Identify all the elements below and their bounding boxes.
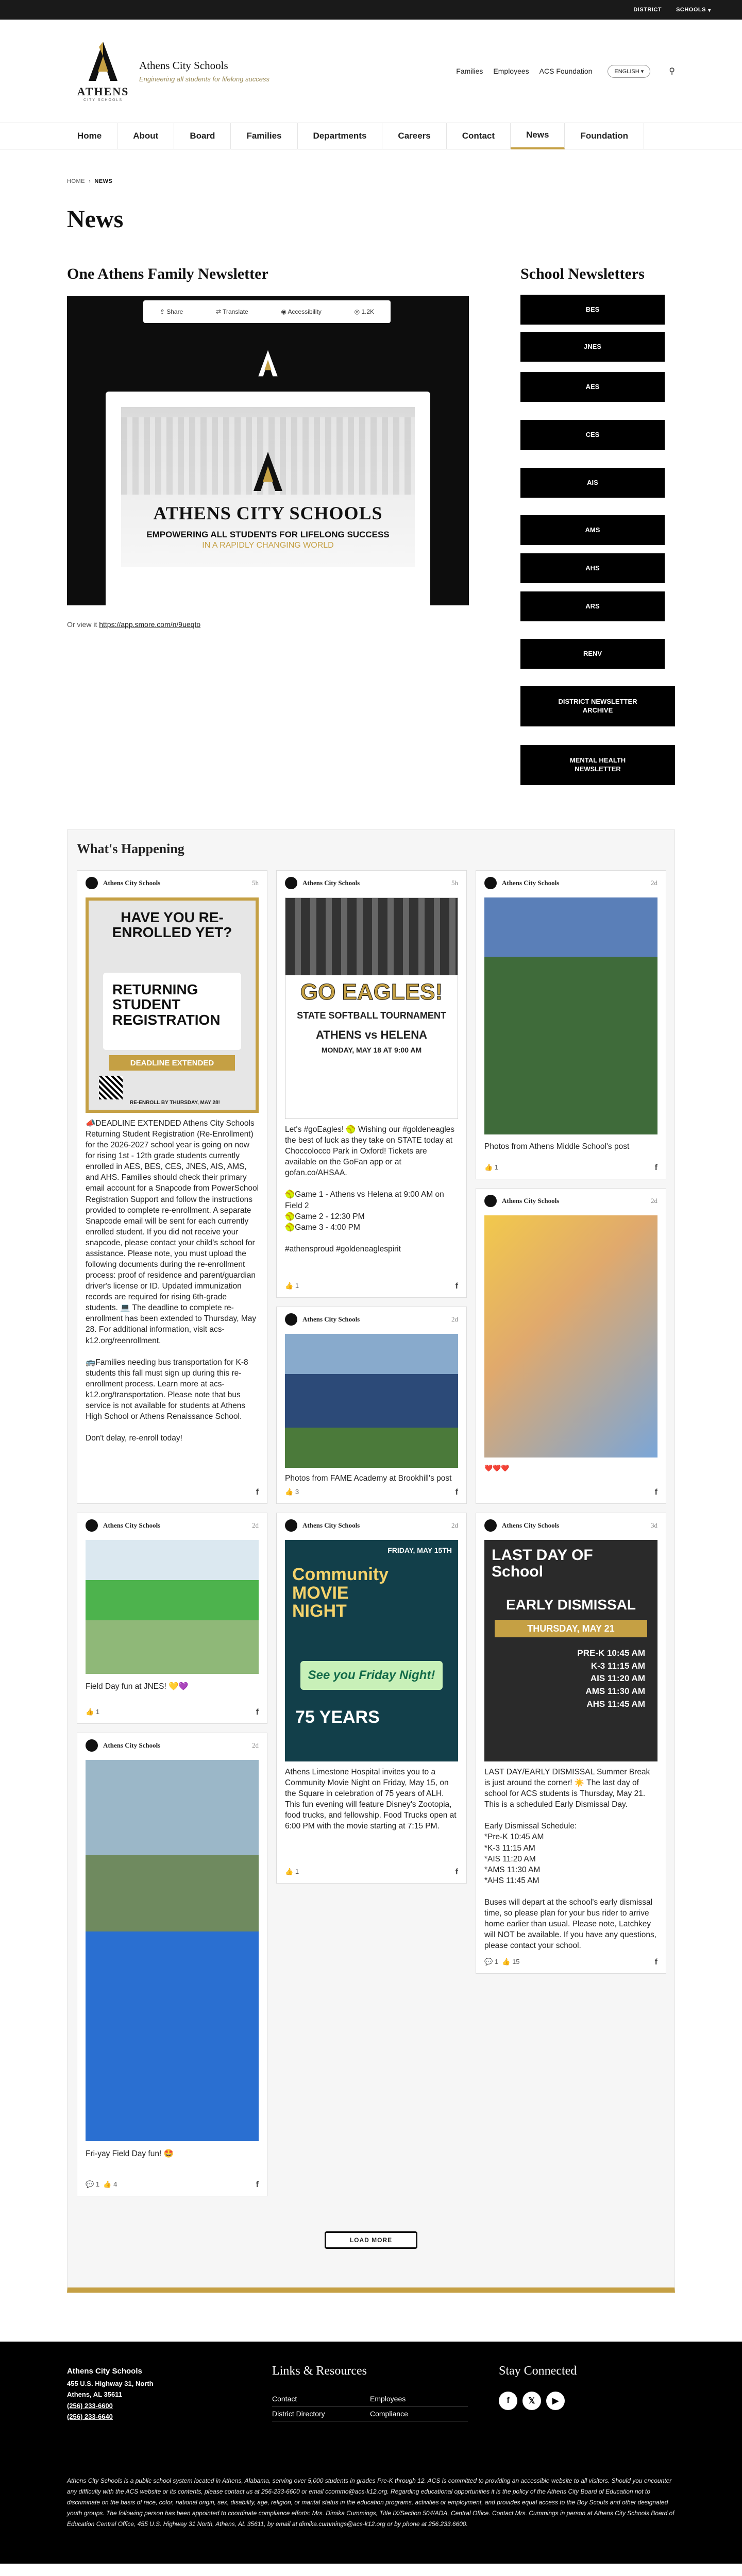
post-image[interactable] bbox=[285, 1334, 458, 1468]
social-post[interactable] bbox=[476, 1188, 666, 1504]
reaction-count: 👍 1 bbox=[484, 1163, 499, 1171]
site-name[interactable]: Athens City Schools bbox=[139, 59, 228, 72]
post-author: Athens City Schools bbox=[302, 1521, 360, 1529]
logo-text: ATHENS bbox=[77, 84, 129, 98]
dismissal-time: AHS 11:45 AM bbox=[586, 1699, 645, 1709]
footer-links-heading: Links & Resources bbox=[272, 2364, 367, 2378]
reaction-count: 💬 1 👍 4 bbox=[86, 2180, 117, 2188]
reaction-value: ❤️❤️❤️ bbox=[484, 1464, 510, 1472]
x-twitter-icon[interactable]: 𝕏 bbox=[522, 2392, 541, 2410]
post-time: 5h bbox=[252, 879, 259, 887]
views-value: 1.2K bbox=[361, 308, 375, 315]
post-author: Athens City Schools bbox=[103, 1741, 161, 1749]
post-time: 5h bbox=[451, 879, 458, 887]
reaction-value: 3 bbox=[295, 1488, 299, 1496]
nav-contact[interactable]: Contact bbox=[447, 123, 511, 149]
school-button-district-archive[interactable]: DISTRICT NEWSLETTER ARCHIVE bbox=[520, 686, 675, 726]
post-time: 2d bbox=[252, 1521, 259, 1529]
newsletter-embed[interactable] bbox=[67, 296, 469, 605]
post-header bbox=[77, 871, 267, 895]
school-button-renv[interactable]: RENV bbox=[520, 639, 665, 669]
school-button-ars[interactable]: ARS bbox=[520, 591, 665, 621]
school-button-ais[interactable]: AIS bbox=[520, 468, 665, 498]
post-author: Athens City Schools bbox=[103, 879, 161, 887]
avatar bbox=[285, 1519, 297, 1532]
image-title: GO EAGLES! bbox=[300, 979, 443, 1005]
translate-button[interactable]: ⇄ Translate bbox=[215, 308, 248, 315]
banner-subtitle-2: IN A RAPIDLY CHANGING WORLD bbox=[202, 541, 334, 550]
post-time: 2d bbox=[451, 1315, 458, 1323]
site-title bbox=[139, 59, 269, 83]
utility-bar bbox=[0, 0, 742, 20]
facebook-icon[interactable]: f bbox=[256, 1708, 259, 1717]
reaction-count: 👍 1 bbox=[285, 1868, 299, 1875]
school-button-aes[interactable]: AES bbox=[520, 372, 665, 402]
avatar bbox=[86, 877, 98, 889]
newsletter-footer bbox=[67, 620, 200, 629]
dismissal-time: AIS 11:20 AM bbox=[590, 1673, 645, 1684]
footer-social bbox=[499, 2364, 577, 2410]
site-header bbox=[0, 20, 742, 123]
school-button-bes[interactable]: BES bbox=[520, 295, 665, 325]
accessibility-button[interactable]: ◉ Accessibility bbox=[281, 308, 322, 315]
image-tag: See you Friday Night! bbox=[300, 1661, 443, 1690]
header-link-families[interactable]: Families bbox=[456, 67, 483, 75]
image-subtitle: FRIDAY, MAY 15TH bbox=[387, 1546, 452, 1554]
banner-subtitle: EMPOWERING ALL STUDENTS FOR LIFELONG SUCCESS bbox=[146, 530, 390, 539]
comment-value: 1 bbox=[95, 2180, 100, 2188]
post-time: 2d bbox=[651, 879, 657, 887]
reaction-count: 👍 3 bbox=[285, 1488, 299, 1496]
bottom-bar bbox=[0, 2564, 742, 2576]
eye-icon: ◎ bbox=[354, 308, 360, 315]
post-header bbox=[277, 871, 466, 895]
schools-dropdown[interactable] bbox=[676, 7, 711, 13]
image-tag: ATHENS vs HELENA bbox=[316, 1028, 427, 1041]
school-button-ahs[interactable]: AHS bbox=[520, 553, 665, 583]
post-header bbox=[277, 1513, 466, 1538]
post-text: Photos from Athens Middle School's post bbox=[484, 1142, 630, 1151]
nav-careers[interactable]: Careers bbox=[382, 123, 446, 149]
dismissal-time: PRE-K 10:45 AM bbox=[577, 1648, 645, 1658]
load-more-button[interactable]: LOAD MORE bbox=[325, 2231, 417, 2249]
share-button[interactable]: ⇪ Share bbox=[159, 308, 183, 315]
reaction-count: 💬 1 👍 15 bbox=[484, 1958, 520, 1965]
post-header bbox=[77, 1513, 267, 1538]
school-button-mental-health[interactable]: MENTAL HEALTH NEWSLETTER bbox=[520, 745, 675, 785]
avatar bbox=[484, 1519, 497, 1532]
post-image[interactable] bbox=[86, 897, 259, 1113]
header-link-foundation[interactable]: ACS Foundation bbox=[539, 67, 593, 75]
language-label: ENGLISH bbox=[614, 68, 639, 75]
header-link-employees[interactable]: Employees bbox=[493, 67, 529, 75]
reaction-value: 1 bbox=[295, 1868, 299, 1875]
post-time: 3d bbox=[651, 1521, 657, 1529]
avatar bbox=[285, 877, 297, 889]
main-nav bbox=[0, 123, 742, 149]
footer-link-compliance[interactable]: Compliance bbox=[370, 2406, 468, 2421]
image-footer: MONDAY, MAY 18 AT 9:00 AM bbox=[321, 1046, 422, 1054]
post-author: Athens City Schools bbox=[502, 879, 560, 887]
post-image[interactable] bbox=[285, 1540, 458, 1761]
image-title: HAVE YOU RE-ENROLLED YET? bbox=[112, 909, 232, 941]
post-image[interactable] bbox=[285, 897, 458, 1119]
facebook-icon[interactable]: f bbox=[499, 2392, 517, 2410]
nav-families[interactable]: Families bbox=[231, 123, 297, 149]
image-title: LAST DAY OF School bbox=[492, 1547, 593, 1580]
post-text: Field Day fun at JNES! 💛💜 bbox=[86, 1682, 189, 1691]
reaction-value: 15 bbox=[512, 1958, 520, 1965]
post-author: Athens City Schools bbox=[302, 1315, 360, 1323]
newsletter-heading: One Athens Family Newsletter bbox=[67, 265, 268, 282]
reaction-value: 1 bbox=[95, 1708, 100, 1716]
image-title: Community MOVIE NIGHT bbox=[292, 1565, 389, 1621]
reaction-value: 1 bbox=[295, 1282, 299, 1290]
reaction-count: 👍 1 bbox=[86, 1708, 100, 1716]
accessibility-label: Accessibility bbox=[288, 308, 322, 315]
footer-fax[interactable]: (256) 233-6640 bbox=[67, 2413, 113, 2421]
logo-subtext: CITY SCHOOLS bbox=[83, 98, 123, 102]
image-footer: RE-ENROLL BY THURSDAY, MAY 28! bbox=[130, 1100, 220, 1106]
chevron-down-icon: ▾ bbox=[707, 7, 711, 13]
footer-link-directory[interactable]: District Directory bbox=[272, 2406, 370, 2421]
social-post[interactable] bbox=[476, 1513, 666, 1974]
avatar bbox=[484, 877, 497, 889]
social-post[interactable] bbox=[276, 870, 467, 1298]
facebook-icon[interactable]: f bbox=[654, 1163, 657, 1172]
avatar bbox=[86, 1739, 98, 1752]
social-post[interactable] bbox=[77, 1733, 267, 2196]
image-footer: 75 YEARS bbox=[295, 1707, 380, 1727]
site-footer bbox=[0, 2342, 742, 2564]
share-label: Share bbox=[166, 308, 183, 315]
post-image[interactable] bbox=[484, 1540, 657, 1761]
post-author: Athens City Schools bbox=[302, 879, 360, 887]
social-post[interactable] bbox=[77, 1513, 267, 1724]
social-post[interactable] bbox=[276, 1513, 467, 1884]
post-author: Athens City Schools bbox=[502, 1521, 560, 1529]
school-newsletters-heading: School Newsletters bbox=[520, 265, 645, 282]
views-count bbox=[355, 308, 375, 315]
post-text: Let's #goEagles! 🥎 Wishing our #goldeneagles the best of luck as they take on STATE today at Choccolocco Park in Oxford! Tickets are available on the GoFan app or at gofan.co/AHSAA. 🥎Game 1 - Athens vs Helena at 9:00 AM on Field 2 🥎Game 2 - 12:30 PM 🥎Game 3 - 4:00 PM #athensproud #goldeneaglespirit bbox=[285, 1125, 455, 1253]
social-post[interactable] bbox=[476, 870, 666, 1179]
social-post[interactable] bbox=[77, 870, 267, 1504]
social-feed-heading: What's Happening bbox=[77, 841, 184, 856]
youtube-icon[interactable]: ▶ bbox=[546, 2392, 565, 2410]
reaction-count: 👍 1 bbox=[285, 1282, 299, 1290]
avatar bbox=[484, 1195, 497, 1207]
image-subtitle: EARLY DISMISSAL bbox=[505, 1597, 636, 1613]
newsletter-banner-image bbox=[121, 407, 415, 567]
breadcrumb-home[interactable]: HOME bbox=[67, 178, 85, 184]
qr-code-icon bbox=[99, 1076, 123, 1099]
footer-address-2: Athens, AL 35611 bbox=[67, 2391, 122, 2399]
post-header bbox=[476, 871, 666, 895]
post-time: 2d bbox=[451, 1521, 458, 1529]
district-logo[interactable] bbox=[77, 32, 129, 110]
image-tag: DEADLINE EXTENDED bbox=[109, 1055, 235, 1071]
footer-connect-heading: Stay Connected bbox=[499, 2364, 577, 2378]
newsletter-link[interactable]: https://app.smore.com/n/9ueqto bbox=[99, 620, 201, 629]
nav-foundation[interactable]: Foundation bbox=[565, 123, 644, 149]
post-header bbox=[277, 1307, 466, 1332]
search-icon[interactable]: ⚲ bbox=[669, 67, 675, 76]
footer-links-grid bbox=[272, 2392, 468, 2421]
footer-address-1: 455 U.S. Highway 31, North bbox=[67, 2379, 154, 2387]
nav-board[interactable]: Board bbox=[174, 123, 231, 149]
team-photo-graphic bbox=[285, 898, 458, 975]
site-tagline: Engineering all students for lifelong success bbox=[139, 75, 269, 83]
newsletter-logo-icon bbox=[258, 348, 278, 379]
footer-phone[interactable]: (256) 233-6600 bbox=[67, 2401, 113, 2410]
post-author: Athens City Schools bbox=[502, 1197, 560, 1205]
district-link[interactable]: DISTRICT bbox=[633, 7, 662, 13]
reaction-value: 1 bbox=[494, 1163, 499, 1171]
post-text: 📣DEADLINE EXTENDED Athens City Schools Returning Student Registration (Re-Enrollment) for the 2026-2027 school year is going on now for rising 1st - 12th grade students currently enrolled in AES, BES, CES, JNES, AIS, AMS, and AHS. Families should check their primary email account for a Snapcode from PowerSchool Registration Support and follow the instructions provided to complete re-enrollment. A separate Snapcode email will be sent for each currently enrolled student. If you did not receive your snapcode, please contact your child's school for assistance. Please note, you must upload the following documents during the re-enrollment process: proof of residence and parent/guardian driver's license or ID. Updated immunization records are required for rising 6th-grade students. 💻 The deadline to complete re-enrollment has been extended to Thursday, May 28. For additional information, visit acs-k12.org/reenrollment. 🚌Families needing bus transportation for K-8 students this fall must sign up during this re-enrollment process. Learn more at acs-k12.org/transportation. Please note that bus service is not available for students at Athens High School or Athens Renaissance School. Don't delay, re-enroll today! bbox=[86, 1119, 259, 1443]
post-image[interactable] bbox=[484, 1215, 657, 1458]
footer-link-contact[interactable]: Contact bbox=[272, 2392, 370, 2406]
post-header bbox=[476, 1189, 666, 1213]
footer-links bbox=[272, 2364, 468, 2421]
avatar bbox=[285, 1313, 297, 1326]
image-tag: THURSDAY, MAY 21 bbox=[495, 1620, 647, 1637]
post-text: LAST DAY/EARLY DISMISSAL Summer Break is just around the corner! ☀️ The last day of school for ACS students is Thursday, May 21. This is a scheduled Early Dismissal Day. Early Dismissal Schedule: *Pre-K 10:45 AM *K-3 11:15 AM *AIS 11:20 AM *AMS 11:30 AM *AHS 11:45 AM Buses will depart at the school's early dismissal time, so please plan for your bus rider to arrive home earlier than usual. Please note, Latchkey will NOT be available. If you have any questions, please contact your school. bbox=[484, 1768, 657, 1951]
breadcrumb: HOME › NEWS bbox=[67, 178, 113, 184]
post-image[interactable] bbox=[484, 897, 657, 1134]
facebook-icon[interactable]: f bbox=[455, 1488, 458, 1497]
social-post[interactable] bbox=[276, 1307, 467, 1504]
comment-value: 1 bbox=[494, 1958, 499, 1965]
nav-about[interactable]: About bbox=[117, 123, 174, 149]
logo-emblem-icon bbox=[88, 41, 119, 82]
school-button-ces[interactable]: CES bbox=[520, 420, 665, 450]
social-feed-section bbox=[67, 829, 675, 2293]
avatar bbox=[86, 1519, 98, 1532]
facebook-icon[interactable]: f bbox=[455, 1282, 458, 1291]
facebook-icon[interactable]: f bbox=[256, 2180, 259, 2189]
post-text: Photos from FAME Academy at Brookhill's post bbox=[285, 1474, 452, 1483]
image-subtitle: STATE SOFTBALL TOURNAMENT bbox=[297, 1010, 446, 1021]
newsletter-card bbox=[106, 392, 430, 605]
footer-link-employees[interactable]: Employees bbox=[370, 2392, 468, 2406]
header-links bbox=[456, 65, 675, 78]
nav-home[interactable]: Home bbox=[62, 123, 117, 149]
language-select[interactable]: ENGLISH ▾ bbox=[608, 65, 650, 78]
post-image[interactable] bbox=[86, 1540, 259, 1674]
post-text: Fri-yay Field Day fun! 🤩 bbox=[86, 2149, 174, 2158]
footer-contact bbox=[67, 2365, 154, 2422]
translate-label: Translate bbox=[223, 308, 248, 315]
facebook-icon[interactable]: f bbox=[654, 1958, 657, 1967]
post-image[interactable] bbox=[86, 1760, 259, 2141]
facebook-icon[interactable]: f bbox=[256, 1488, 259, 1497]
post-time: 2d bbox=[651, 1197, 657, 1205]
nav-departments[interactable]: Departments bbox=[298, 123, 383, 149]
banner-title: ATHENS CITY SCHOOLS bbox=[153, 503, 383, 523]
schools-label: SCHOOLS bbox=[676, 7, 706, 13]
banner-emblem-icon bbox=[252, 443, 283, 500]
facebook-icon[interactable]: f bbox=[654, 1488, 657, 1497]
post-author: Athens City Schools bbox=[103, 1521, 161, 1529]
facebook-icon[interactable]: f bbox=[455, 1868, 458, 1876]
view-prefix: Or view it bbox=[67, 620, 97, 629]
post-text: Athens Limestone Hospital invites you to a Community Movie Night on Friday, May 15, on the Square in celebration of 75 years of ALH. This fun evening will feature Disney's Zootopia, food trucks, and fellowship. Food Trucks open at 6:00 PM with the movie starting at 7:15 PM. bbox=[285, 1768, 459, 1831]
school-button-jnes[interactable]: JNES bbox=[520, 332, 665, 362]
footer-disclaimer: Athens City Schools is a public school system located in Athens, Alabama, serving over 5,000 students in grades Pre-K through 12. ACS is committed to providing an accessible website to all visitors. Should you encounter any difficulty with the ACS website or its contents, please contact us at 256-233-6600 or email ccommo@acs-k12.org. Regarding educational opportunities it is the policy of the Athens City Board of Education not to discriminate on the basis of race, color, national origin, sex, disability, age, religion, or marital status in the education programs, activities or employment, and provides equal access to the Boy Scouts and other designated youth groups. The following person has been appointed to coordinate compliance efforts: Mrs. Dimika Cummings, Title IX/Section 504/ADA, Central Office. Contact Mrs. Cummings in person at Athens City Schools Board of Education Central Office, 455 U.S. Highway 31 North, Athens, AL 35611, by email at dimika.cummings@acs-k12.org or by phone at 256.233.6600. bbox=[67, 2477, 674, 2528]
reaction-count bbox=[484, 1464, 510, 1472]
post-header bbox=[476, 1513, 666, 1538]
footer-org-name: Athens City Schools bbox=[67, 2367, 142, 2376]
social-icons bbox=[499, 2392, 577, 2410]
school-button-ams[interactable]: AMS bbox=[520, 515, 665, 545]
post-header bbox=[77, 1733, 267, 1758]
nav-news[interactable]: News bbox=[511, 123, 565, 149]
breadcrumb-current: NEWS bbox=[94, 178, 113, 184]
dismissal-time: AMS 11:30 AM bbox=[585, 1686, 645, 1696]
image-subtitle: RETURNING STUDENT REGISTRATION bbox=[103, 973, 241, 1050]
post-time: 2d bbox=[252, 1741, 259, 1749]
dismissal-times bbox=[577, 1647, 645, 1710]
dismissal-time: K-3 11:15 AM bbox=[591, 1660, 645, 1671]
page-title: News bbox=[67, 206, 124, 233]
newsletter-toolbar bbox=[143, 300, 391, 323]
reaction-value: 4 bbox=[113, 2180, 117, 2188]
